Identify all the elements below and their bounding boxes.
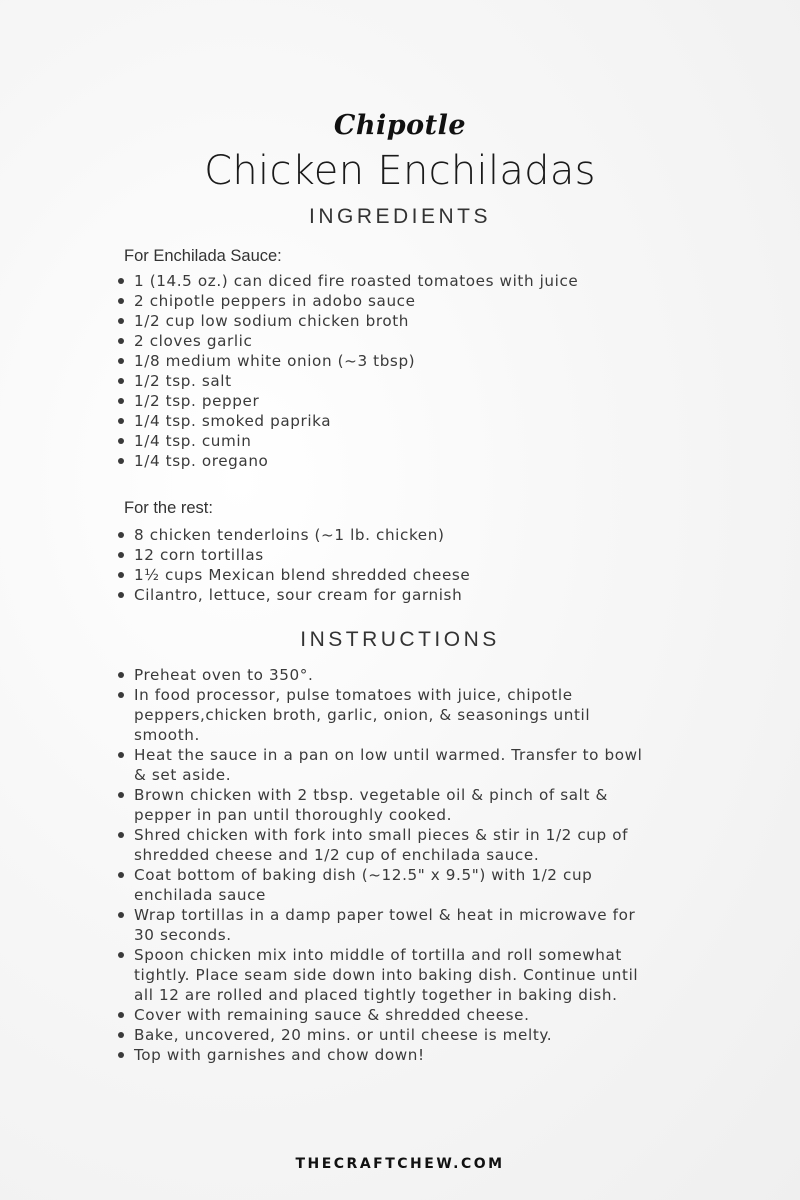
ingredient-item: Cilantro, lettuce, sour cream for garnish — [116, 585, 676, 605]
ingredient-item: 1/2 tsp. pepper — [116, 391, 676, 411]
instructions-heading: INSTRUCTIONS — [300, 628, 500, 651]
ingredient-item: 1/2 tsp. salt — [116, 371, 676, 391]
instruction-step: Spoon chicken mix into middle of tortilla and roll somewhat tightly. Place seam side down into baking dish. Continue until all 12 are rolled and placed tightly together in baking dish. — [116, 945, 656, 1005]
ingredient-item: 2 cloves garlic — [116, 331, 676, 351]
sauce-ingredient-list — [116, 271, 676, 471]
instruction-step: Top with garnishes and chow down! — [116, 1045, 656, 1065]
rest-subheading: For the rest: — [124, 499, 213, 517]
ingredient-item: 1/4 tsp. cumin — [116, 431, 676, 451]
instruction-step: Brown chicken with 2 tbsp. vegetable oil & pinch of salt & pepper in pan until thoroughly cooked. — [116, 785, 656, 825]
recipe-title: Chicken Enchiladas — [204, 148, 596, 194]
instruction-step: Bake, uncovered, 20 mins. or until cheese is melty. — [116, 1025, 656, 1045]
instruction-step: Cover with remaining sauce & shredded cheese. — [116, 1005, 656, 1025]
ingredient-item: 1/8 medium white onion (~3 tbsp) — [116, 351, 676, 371]
ingredients-heading: INGREDIENTS — [308, 205, 491, 228]
ingredient-item: 1/4 tsp. oregano — [116, 451, 676, 471]
instruction-step: In food processor, pulse tomatoes with juice, chipotle peppers,chicken broth, garlic, onion, & seasonings until smooth. — [116, 685, 656, 745]
instruction-step: Wrap tortillas in a damp paper towel & heat in microwave for 30 seconds. — [116, 905, 656, 945]
ingredient-item: 1½ cups Mexican blend shredded cheese — [116, 565, 676, 585]
ingredient-item: 8 chicken tenderloins (~1 lb. chicken) — [116, 525, 676, 545]
ingredient-item: 2 chipotle peppers in adobo sauce — [116, 291, 676, 311]
instruction-step: Shred chicken with fork into small pieces & stir in 1/2 cup of shredded cheese and 1/2 cup of enchilada sauce. — [116, 825, 656, 865]
sauce-subheading: For Enchilada Sauce: — [124, 247, 282, 265]
site-footer-url: THECRAFTCHEW.COM — [295, 1156, 505, 1172]
ingredient-item: 1/4 tsp. smoked paprika — [116, 411, 676, 431]
instruction-step: Heat the sauce in a pan on low until warmed. Transfer to bowl & set aside. — [116, 745, 656, 785]
recipe-script-title: Chipotle — [333, 110, 467, 141]
instructions-list — [116, 665, 656, 1065]
ingredient-item: 1 (14.5 oz.) can diced fire roasted tomatoes with juice — [116, 271, 676, 291]
ingredient-item: 1/2 cup low sodium chicken broth — [116, 311, 676, 331]
instruction-step: Preheat oven to 350°. — [116, 665, 656, 685]
instruction-step: Coat bottom of baking dish (~12.5" x 9.5") with 1/2 cup enchilada sauce — [116, 865, 656, 905]
rest-ingredient-list — [116, 525, 676, 605]
ingredient-item: 12 corn tortillas — [116, 545, 676, 565]
